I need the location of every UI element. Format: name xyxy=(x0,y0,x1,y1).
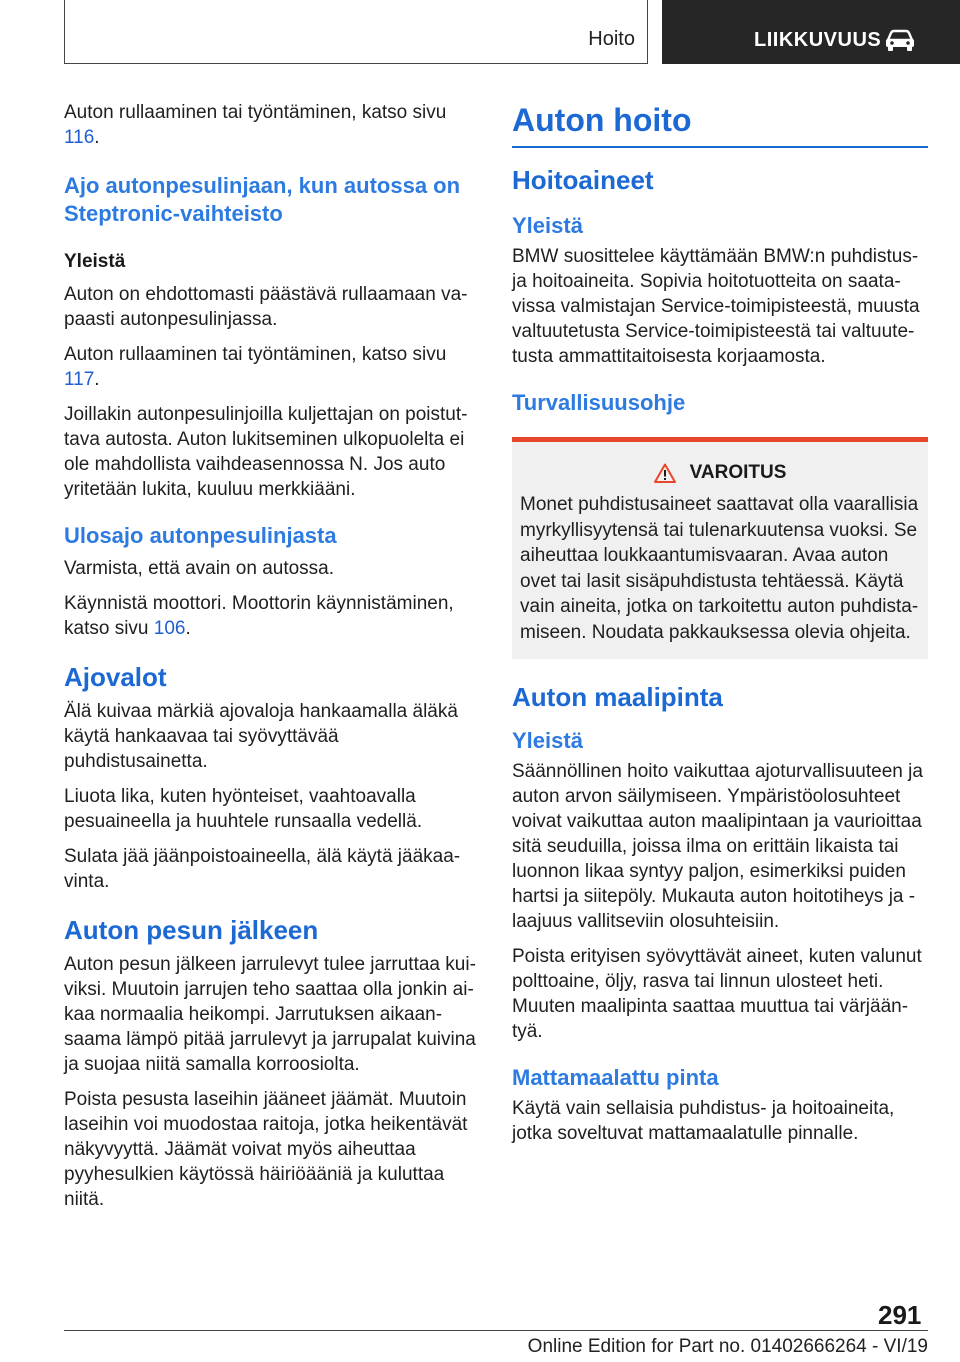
heading-safety: Turvallisuusohje xyxy=(512,390,686,415)
page-link-106[interactable]: 106 xyxy=(153,618,186,639)
page-link-116[interactable]: 116 xyxy=(64,127,95,148)
page-number: 291 xyxy=(878,1300,922,1330)
heading-general: Yleistä xyxy=(512,213,583,238)
right-column xyxy=(512,100,928,1156)
paragraph: BMW suosittelee käyttämään BMW:n puhdistus- ja hoitoaineita. Sopivia hoitotuotteita on saatavissa valmistajan Service-toimipisteestä, muusta valtuutetusta Service-toimipisteestä tai valtuutetusta ammattitaitoisesta korjaamosta. xyxy=(512,246,920,367)
heading-exit-carwash: Ulosajo autonpesulinjasta xyxy=(64,523,337,548)
car-icon xyxy=(884,28,916,52)
heading-car-care: Auton hoito xyxy=(512,100,928,148)
paragraph: Auton rullaaminen tai työntäminen, katso sivu 117. xyxy=(64,344,447,390)
heading-car-paint: Auton maalipinta xyxy=(512,682,723,712)
section-tab xyxy=(64,0,648,64)
heading-care-products: Hoitoaineet xyxy=(512,165,654,195)
heading-after-wash: Auton pesun jälkeen xyxy=(64,915,319,945)
paragraph: Liuota lika, kuten hyönteiset, vaahtoavalla pesuaineella ja huuhtele runsaalla vedellä. xyxy=(64,786,423,832)
warning-text: Monet puhdistusaineet saattavat olla vaarallisia myrkyllisyytensä tai tulenarkuutensa vuoksi. Se aiheuttaa loukkaantumisvaaran. Avaa auton ovet tai lasit sisäpuhdistusta tehtäessä. Käytä vain aineita, jotka on tarkoitettu auton puhdistamiseen. Noudata pakkauksessa olevia ohjeita. xyxy=(520,494,919,643)
paragraph: Säännöllinen hoito vaikuttaa ajoturvallisuuteen ja auton arvon säilymiseen. Ympäristöolosuhteet voivat vaikuttaa auton maalipintaan ja vaurioittaa sitä seuduilla, joissa ilma on erittäin likaista tai luonnon likaa syntyy paljon, esimerkiksi puiden hartsi ja siitepöly. Mukauta auton hoitotiheys ja -laajuus vallitseviin olosuhteisiin. xyxy=(512,761,923,932)
paragraph: Älä kuivaa märkiä ajovaloja hankaamalla äläkä käytä hankaavaa tai syövyttävää puhdistusainetta. xyxy=(64,701,458,772)
edition-note: Online Edition for Part no. 01402666264 - VI/19 xyxy=(527,1336,928,1357)
paragraph: Käytä vain sellaisia puhdistus- ja hoitoaineita, jotka soveltuvat mattamaalatulle pinnalle. xyxy=(512,1098,895,1144)
paragraph: Auton on ehdottomasti päästävä rullaamaan vapaasti autonpesulinjassa. xyxy=(64,284,468,330)
paragraph: Sulata jää jäänpoistoaineella, älä käytä jääkaavinta. xyxy=(64,846,461,892)
heading-headlights: Ajovalot xyxy=(64,662,167,692)
heading-general: Yleistä xyxy=(512,728,583,753)
footer-divider xyxy=(64,1330,928,1331)
paragraph: Poista erityisen syövyttävät aineet, kuten valunut polttoaine, öljy, rasva tai linnun ulosteet heti. Muuten maalipinta saattaa muuttua tai värjääntyä. xyxy=(512,946,922,1042)
warning-label: VAROITUS xyxy=(689,462,787,483)
warning-triangle-icon xyxy=(654,463,676,483)
section-title: Hoito xyxy=(588,28,635,50)
warning-title xyxy=(520,462,920,484)
paragraph: Poista pesusta laseihin jääneet jäämät. Muutoin laseihin voi muodostaa raitoja, jotka heikentävät näkyvyyttä. Jäämät voivat myös aiheuttaa pyyhesulkien käytössä häiriöääniä ja kuluttaa niitä. xyxy=(64,1089,468,1210)
paragraph: Käynnistä moottori. Moottorin käynnistäminen, katso sivu 106. xyxy=(64,593,454,639)
heading-matte-paint: Mattamaalattu pinta xyxy=(512,1065,719,1090)
page-link-117[interactable]: 117 xyxy=(64,369,95,390)
paragraph: Varmista, että avain on autossa. xyxy=(64,558,335,579)
paragraph: Auton rullaaminen tai työntäminen, katso sivu 116. xyxy=(64,102,447,148)
paragraph: Joillakin autonpesulinjoilla kuljettajan on poistuttava autosta. Auton lukitseminen ulkopuolelta ei ole mahdollista vaihdeasennossa N. Jos auto yritetään lukita, kuuluu merkkiääni. xyxy=(64,404,468,500)
left-column xyxy=(64,100,476,1222)
warning-box xyxy=(512,437,928,659)
chapter-title: LIIKKUVUUS xyxy=(754,29,882,51)
chapter-tab[interactable] xyxy=(662,0,960,64)
paragraph: Auton pesun jälkeen jarrulevyt tulee jarruttaa kuiviksi. Muutoin jarrujen teho saattaa olla jonkin aikaa normaalia heikompi. Jarrutuksen aikaansaama lämpö pitää jarrulevyt ja jarrupalat kuivina ja suojaa niitä samalla korroosiolta. xyxy=(64,954,476,1075)
page-header xyxy=(0,0,960,66)
heading-general: Yleistä xyxy=(64,251,126,272)
heading-carwash: Ajo autonpesulinjaan, kun autossa on Steptronic-vaihteisto xyxy=(64,173,461,226)
